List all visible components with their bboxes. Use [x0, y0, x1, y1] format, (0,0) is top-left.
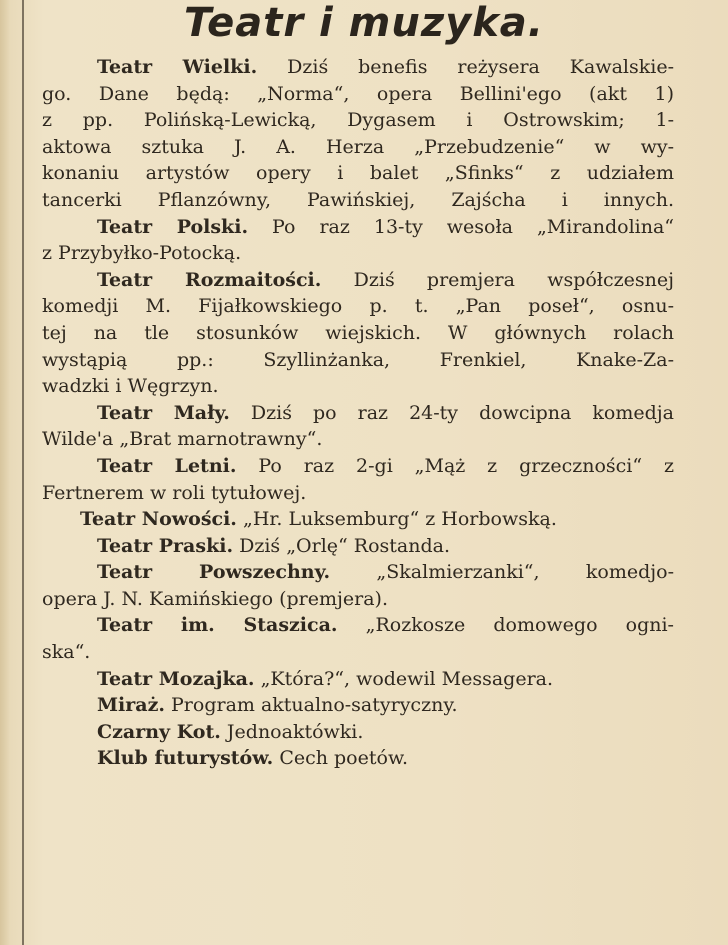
article-line — [42, 506, 674, 533]
article-line — [42, 533, 674, 560]
theatre-name: Teatr Rozmaitości. — [97, 268, 322, 291]
article-line — [42, 267, 674, 294]
theatre-name: Teatr Nowości. — [80, 508, 237, 531]
article-line — [42, 666, 674, 693]
line-text: „Skalmierzanki“, komedjo- — [330, 561, 674, 584]
article-line — [42, 240, 674, 267]
article-line — [42, 426, 674, 453]
article-line — [42, 107, 674, 134]
line-text: Fertnerem w roli tytułowej. — [42, 481, 307, 504]
line-text: Dziś benefis reżysera Kawalskie- — [257, 56, 674, 78]
article-line — [42, 187, 674, 214]
line-text: Wilde'a „Brat marnotrawny“. — [42, 428, 323, 451]
article-line — [42, 480, 674, 507]
line-text: Jednoaktówki. — [220, 720, 364, 743]
line-text: Po raz 2-gi „Mąż z grzeczności“ z — [236, 454, 674, 477]
theatre-name: Teatr im. Staszica. — [97, 614, 338, 637]
article-body — [42, 54, 674, 772]
theatre-name: Czarny Kot. — [97, 720, 221, 743]
line-text: „Rozkosze domowego ogni- — [337, 614, 674, 637]
line-text: „Hr. Luksemburg“ z Horbowską. — [236, 508, 557, 531]
line-text: wystąpią pp.: Szyllinżanka, Frenkiel, Knake-Za- — [42, 348, 674, 371]
paper-edge — [0, 0, 10, 945]
line-text: tej na tle stosunków wiejskich. W głównych rolach — [42, 321, 674, 344]
article-line — [42, 81, 674, 108]
article-line — [42, 639, 674, 666]
section-title: Teatr i muzyka. — [184, 0, 544, 46]
line-text: z Przybyłko-Potocką. — [42, 242, 242, 265]
line-text: konaniu artystów opery i balet „Sfinks“ z udziałem — [42, 162, 674, 185]
line-text: wadzki i Węgrzyn. — [42, 375, 219, 398]
line-text: opera J. N. Kamińskiego (premjera). — [42, 587, 388, 610]
theatre-name: Teatr Wielki. — [97, 56, 258, 78]
line-text: Dziś premjera współczesnej — [321, 268, 674, 291]
line-text: komedji M. Fijałkowskiego p. t. „Pan poseł“, osnu- — [42, 295, 674, 318]
theatre-name: Teatr Letni. — [97, 454, 237, 477]
line-text: tancerki Pflanzówny, Pawińskiej, Zajścha i innych. — [42, 188, 674, 211]
article-line — [42, 745, 674, 772]
article-line — [42, 559, 674, 586]
theatre-name: Miraż. — [97, 694, 165, 717]
line-text: aktowa sztuka J. A. Herza „Przebudzenie“ w wy- — [42, 135, 674, 158]
line-text: z pp. Polińską-Lewicką, Dygasem i Ostrowskim; 1- — [42, 109, 674, 132]
line-text: Dziś „Orlę“ Rostanda. — [233, 534, 451, 557]
column-rule — [22, 0, 24, 945]
article-line — [42, 320, 674, 347]
theatre-name: Teatr Mały. — [97, 401, 230, 424]
line-text: Po raz 13-ty wesoła „Mirandolina“ — [248, 215, 674, 238]
article-line — [42, 347, 674, 374]
article-line — [42, 692, 674, 719]
line-text: Dziś po raz 24-ty dowcipna komedja — [229, 401, 674, 424]
article-line — [42, 160, 674, 187]
line-text: Program aktualno-satyryczny. — [164, 694, 458, 717]
line-text: „Która?“, wodewil Messagera. — [254, 667, 554, 690]
line-text: Cech poetów. — [273, 747, 408, 770]
theatre-name: Teatr Praski. — [97, 534, 234, 557]
article-line — [42, 54, 674, 81]
article-line — [42, 453, 674, 480]
article-line — [42, 373, 674, 400]
article-line — [42, 134, 674, 161]
article-line — [42, 400, 674, 427]
theatre-name: Klub futurystów. — [97, 747, 274, 770]
theatre-name: Teatr Powszechny. — [97, 561, 331, 584]
article-line — [42, 586, 674, 613]
theatre-name: Teatr Mozajka. — [97, 667, 255, 690]
article-line — [42, 293, 674, 320]
article-line — [42, 719, 674, 746]
article-line — [42, 612, 674, 639]
line-text: go. Dane będą: „Norma“, opera Bellini'ego (akt 1) — [42, 82, 674, 105]
article-line — [42, 214, 674, 241]
theatre-name: Teatr Polski. — [97, 215, 249, 238]
line-text: ska“. — [42, 641, 91, 664]
